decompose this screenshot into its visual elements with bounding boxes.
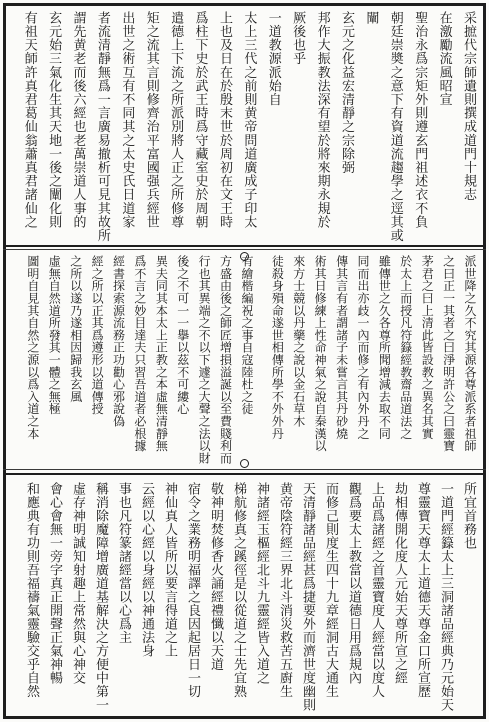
text-column: 派世降之久不究其源各尊派系者祖師 bbox=[463, 255, 477, 452]
text-column: 謂先黄老而後六經也老萬崇道人事的 bbox=[70, 11, 86, 229]
text-column: 梯航修真之蹊徑是以從道之士先宜熟 bbox=[231, 482, 246, 698]
text-column: 采摭代宗師遺則撰成道門十規志 bbox=[461, 11, 476, 202]
text-column: 神諸經玉樞經北斗九靈經皆入道之 bbox=[254, 482, 269, 685]
text-column: 朝廷崇奬之意下有資道流趨學之逕其或 bbox=[387, 11, 403, 243]
text-column: 神仙真人皆所以要言得道之上 bbox=[162, 482, 177, 658]
register-divider-upper-inner bbox=[3, 249, 486, 250]
text-column: 劫相傳開化度人元始天尊所宣之經 bbox=[392, 482, 407, 685]
text-column: 遣德上下流之所派別將人正之所修尊 bbox=[168, 11, 184, 229]
text-column: 一道門經籙太上三洞諸品經典乃元始天 bbox=[438, 482, 453, 712]
text-column: 者流清靜無爲一言廣易撤析可見其故所 bbox=[94, 11, 110, 243]
text-column: 圖明自見其自然之源以爲入道之本 bbox=[25, 255, 40, 440]
register-divider-lower-inner bbox=[3, 469, 486, 470]
text-column: 和應典有功則吾福禱氣靈驗交乎自然 bbox=[24, 482, 39, 698]
text-column: 玄元之化益宏清靜之宗除弼 bbox=[338, 11, 354, 175]
text-column: 太上三代之前則黄帝問道廣成子印太 bbox=[241, 11, 257, 229]
text-column: 云經以心經以身經以神通法身 bbox=[139, 482, 154, 658]
text-column: 有祖天師許真君葛仙翁蕭真君諸仙之 bbox=[21, 11, 37, 229]
top-register bbox=[9, 9, 480, 243]
text-column: 敬神明焚修香火誦經禮懺以天道 bbox=[208, 482, 223, 671]
text-column: 矩之流其言則修齊治平富國强兵經世 bbox=[143, 11, 159, 229]
text-column: 徒殺身殞命遂世相傳所學不外外丹 bbox=[270, 255, 285, 440]
bottom-register bbox=[9, 480, 480, 713]
text-column: 爲柱下史於武王時爲守藏室史於周朝 bbox=[192, 11, 208, 229]
text-column: 所宜首務也 bbox=[461, 482, 476, 550]
text-column: 方盛由後之師匠增損溢誕以至費賤利而 bbox=[218, 255, 233, 465]
text-column: 同而出亦歧一內而修之有內外丹之 bbox=[355, 255, 370, 440]
text-column: 玄元始三氣化生其天地一後之闡化則 bbox=[46, 11, 62, 229]
text-column: 虛無自然道所發其一體之無極 bbox=[47, 255, 62, 415]
text-column: 觀爲要太上教當以道德日用爲規內 bbox=[346, 482, 361, 685]
text-column: 一道教源派始自 bbox=[265, 11, 281, 107]
text-column: 黄帝陰符經三界北斗消災救苦五廚生 bbox=[277, 482, 292, 698]
text-column: 行也其異端之不以下遽之大聲之法以財 bbox=[197, 255, 212, 465]
text-column: 異夫同其本太上正教之本虛無清靜無 bbox=[154, 255, 169, 452]
text-column: 稱消除魔障增廣道基解決之方便中第一 bbox=[93, 482, 108, 712]
register-divider-upper bbox=[3, 245, 486, 247]
text-column: 出世之術互有不同其之太史氏日道家 bbox=[119, 11, 135, 229]
text-column: 於太上而授凡符籙經教齋品道法之 bbox=[398, 255, 413, 440]
text-column: 宿令之業務明福譯之良因起居日一切 bbox=[185, 482, 200, 698]
text-column: 之曰正一其者之曰淨明許公之曰靈寶 bbox=[441, 255, 456, 452]
text-column: 之所以遂乃遂相因歸我玄風 bbox=[68, 255, 83, 403]
text-column: 爲不言之妙目達夫只習吾道者必根據 bbox=[132, 255, 147, 452]
text-column: 尊靈寶天尊太上道德天尊金口所宣歷 bbox=[415, 482, 430, 698]
text-column: 後之不可一一擧以茲不可縷心 bbox=[175, 255, 190, 415]
text-column: 傳其言有者謂諸子未嘗言其丹砂燒 bbox=[334, 255, 349, 440]
text-column: 經之所以正其爲遵形以道傳授 bbox=[90, 255, 105, 415]
text-column: 有繪楷編祝之事自寇陸杜之徒 bbox=[239, 255, 254, 415]
middle-register bbox=[9, 253, 480, 466]
text-column: 邦作大振教法深有望於將來期永規於 bbox=[314, 11, 330, 229]
text-column: 來方士競以丹藥之說以金石草木 bbox=[291, 255, 306, 428]
text-column: 經書探索源流務正功勸心邪說偽 bbox=[111, 255, 126, 428]
text-column: 茅君之曰上清此皆設教之異名其實 bbox=[420, 255, 435, 440]
text-column: 在激勵流風昭宣 bbox=[436, 11, 452, 107]
text-column: 上也及日在於殷末世於周初在文王時 bbox=[216, 11, 232, 229]
text-column: 天清靜諸品經甚爲捷要外而濟世度幽則 bbox=[300, 482, 315, 712]
text-column: 虛存神明誠知射趣上常然與心神交 bbox=[70, 482, 85, 685]
text-column: 雖傳世之久各尊所聞增減去取不同 bbox=[377, 255, 392, 440]
register-divider-lower bbox=[3, 473, 486, 475]
text-column: 會心會無一旁字真正開聲正氣神暢 bbox=[47, 482, 62, 685]
text-column: 事也凡符篆諸經當以心爲主 bbox=[116, 482, 131, 644]
text-column: 上品爲諸經之首靈寶度人經當以度人 bbox=[369, 482, 384, 698]
text-column: 術其日修練上性命神氣之說自秦漢以 bbox=[313, 255, 328, 452]
text-column: 而修己則度生四十九章經洞古大通生 bbox=[323, 482, 338, 698]
text-column: 闡 bbox=[363, 11, 379, 25]
text-column: 厥後也乎 bbox=[290, 11, 306, 66]
text-column: 聖治永爲宗矩外則遵玄門祖述衣不負 bbox=[412, 11, 428, 229]
